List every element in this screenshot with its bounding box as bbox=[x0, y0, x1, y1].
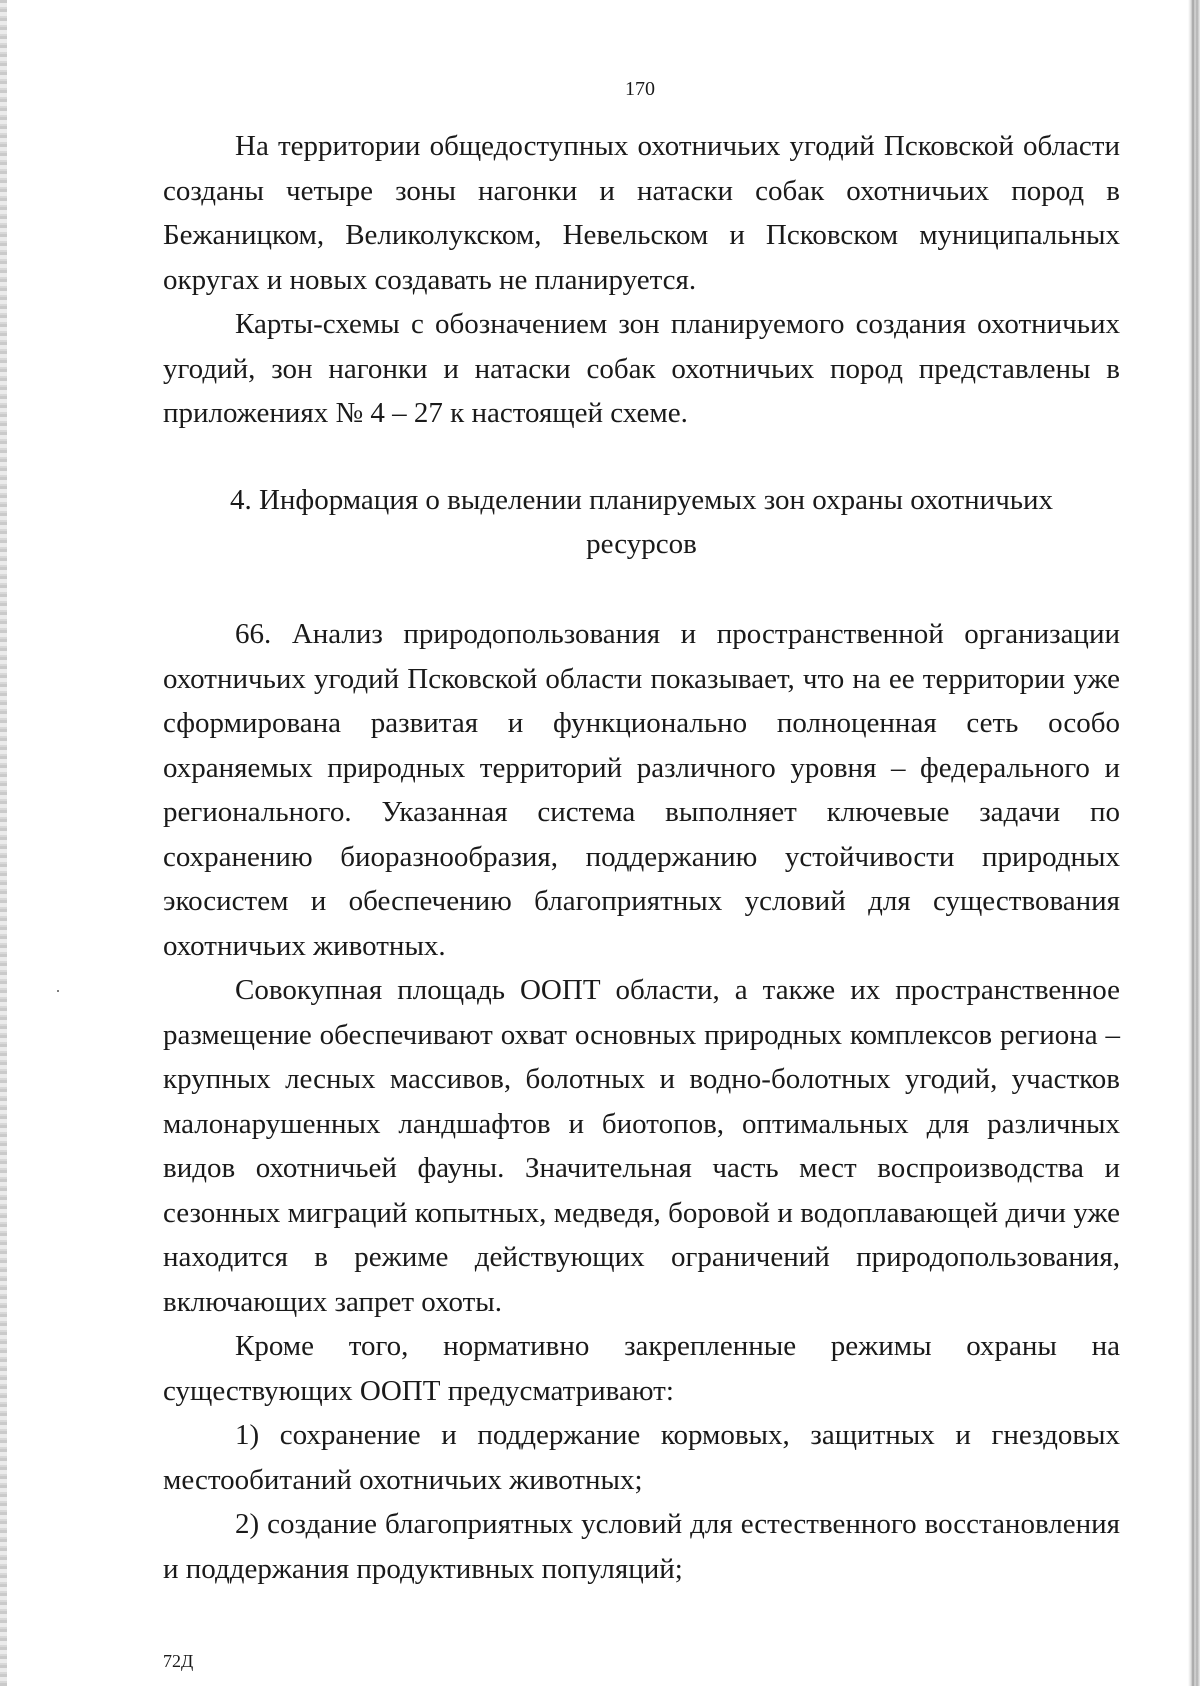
top-text-block bbox=[163, 124, 1120, 436]
paragraph-hunting-zones: На территории общедоступных охотничьих угодий Псковской области созданы четыре зоны нагонки и натаски собак охотничьих пород в Бежаницком, Великолукском, Невельском и Псковском муниципальных округах и новых создавать не планируется. bbox=[163, 130, 1120, 296]
paragraph-66-analysis: 66. Анализ природопользования и пространственной организации охотничьих угодий Псковской области показывает, что на ее территории уже сформирована развитая и функционально полноценная сеть особо охраняемых природных территорий различного уровня – федерального и регионального. Указанная система выполняет ключевые задачи по сохранению биоразнообразия, поддержанию устойчивости природных экосистем и обеспечению благоприятных условий для существования охотничьих животных. bbox=[163, 618, 1120, 962]
scan-edge-right bbox=[1188, 0, 1200, 1686]
section-heading bbox=[163, 478, 1120, 566]
section-heading-line-1: 4. Информация о выделении планируемых зон охраны охотничьих bbox=[229, 484, 1054, 516]
scan-speck bbox=[57, 990, 59, 992]
list-item-2: 2) создание благоприятных условий для естественного восстановления и поддержания продуктивных популяций; bbox=[163, 1508, 1120, 1585]
page-number: 170 bbox=[625, 78, 655, 100]
scan-edge-left bbox=[0, 0, 7, 1686]
list-item-1: 1) сохранение и поддержание кормовых, защитных и гнездовых местообитаний охотничьих животных; bbox=[163, 1419, 1120, 1496]
paragraph-oopt-area: Совокупная площадь ООПТ области, а также их пространственное размещение обеспечивают охват основных природных комплексов региона – крупных лесных массивов, болотных и водно-болотных угодий, участков малонарушенных ландшафтов и биотопов, оптимальных для различных видов охотничьей фауны. Значительная часть мест воспроизводства и сезонных миграций копытных, медведя, боровой и водоплавающей дичи уже находится в режиме действующих ограничений природопользования, включающих запрет охоты. bbox=[163, 974, 1120, 1318]
paragraph-protection-regimes: Кроме того, нормативно закрепленные режимы охраны на существующих ООПТ предусматривают: bbox=[163, 1330, 1120, 1407]
section-heading-line-2: ресурсов bbox=[586, 528, 697, 560]
paragraph-map-schemes: Карты-схемы с обозначением зон планируемого создания охотничьих угодий, зон нагонки и натаски собак охотничьих пород представлены в приложениях № 4 – 27 к настоящей схеме. bbox=[163, 308, 1120, 429]
main-text-block bbox=[163, 612, 1120, 1591]
footer-document-code: 72Д bbox=[163, 1651, 194, 1671]
